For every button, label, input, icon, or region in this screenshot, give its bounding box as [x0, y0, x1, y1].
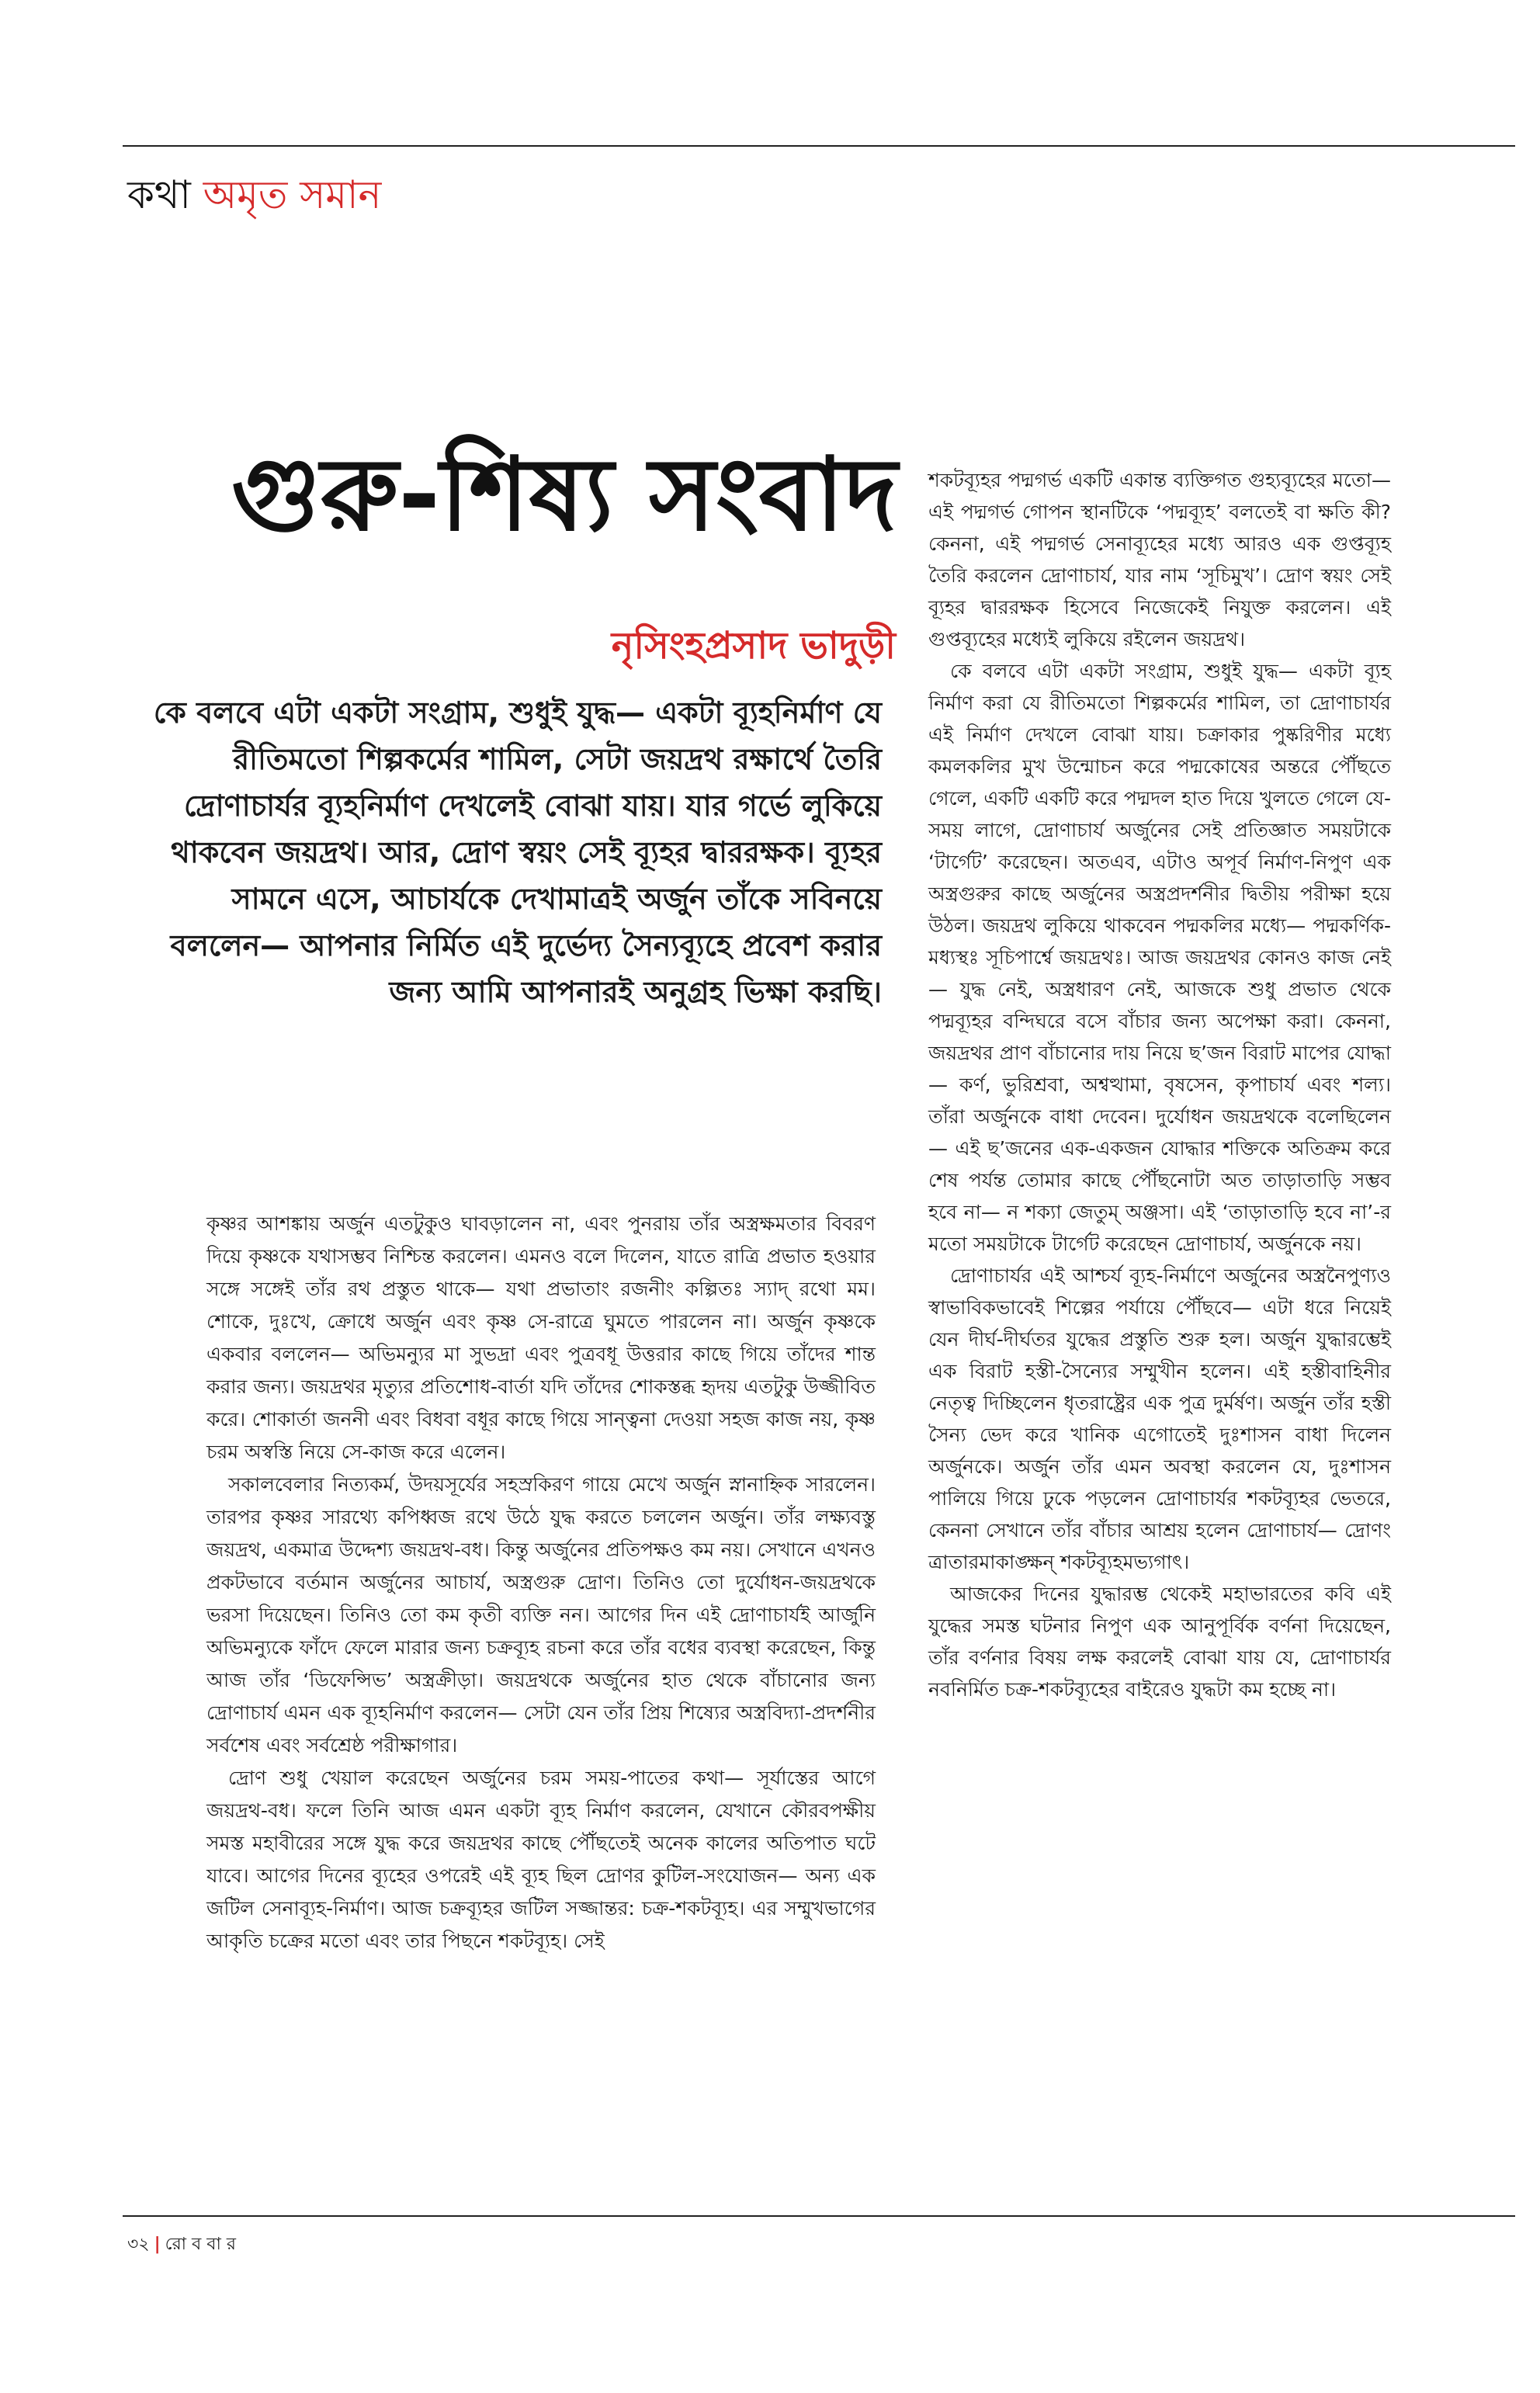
paragraph: সকালবেলার নিত্যকর্ম, উদয়সূর্যের সহস্রকিরণ গায়ে মেখে অর্জুন স্নানাহ্নিক সারলেন। তারপর কৃষ্ণর সারথ্যে কপিধ্বজ রথে উঠে যুদ্ধ করতে চললেন অর্জুন। তাঁর লক্ষ্যবস্তু জয়দ্রথ, একমাত্র উদ্দেশ্য জয়দ্রথ-বধ। কিন্তু অর্জুনের প্রতিপক্ষও কম নয়। সেখানে এখনও প্রকটভাবে বর্তমান অর্জুনের আচার্য, অস্ত্রগুরু দ্রোণ। তিনিও তো দুর্যোধন-জয়দ্রথকে ভরসা দিয়েছেন। তিনিও তো কম কৃতী ব্যক্তি নন। আগের দিন এই দ্রোণাচার্যই আর্জুনি অভিমন্যুকে ফাঁদে ফেলে মারার জন্য চক্রব্যূহ রচনা করে তাঁর বধের ব্যবস্থা করেছেন, কিন্তু আজ তাঁর ‘ডিফেন্সিভ’ অস্ত্রক্রীড়া। জয়দ্রথকে অর্জুনের হাত থেকে বাঁচানোর জন্য দ্রোণাচার্য এমন এক ব্যূহনির্মাণ করলেন— সেটা যেন তাঁর প্রিয় শিষ্যের অস্ত্রবিদ্যা-প্রদর্শনীর সর্বশেষ এবং সর্বশ্রেষ্ঠ পরীক্ষাগার।	[206, 1473, 876, 1757]
footer-separator: |	[154, 2235, 161, 2254]
paragraph: কৃষ্ণর আশঙ্কায় অর্জুন এতটুকুও ঘাবড়ালেন না, এবং পুনরায় তাঁর অস্ত্রক্ষমতার বিবরণ দিয়ে কৃষ্ণকে যথাসম্ভব নিশ্চিন্ত করলেন। এমনও বলে দিলেন, যাতে রাত্রি প্রভাত হওয়ার সঙ্গে সঙ্গেই তাঁর রথ প্রস্তুত থাকে— যথা প্রভাতাং রজনীং কল্পিতঃ স্যাদ্ রথো মম। শোকে, দুঃখে, ক্রোধে অর্জুন এবং কৃষ্ণ সে-রাত্রে ঘুমতে পারলেন না। অর্জুন কৃষ্ণকে একবার বললেন— অভিমন্যুর মা সুভদ্রা এবং পুত্রবধূ উত্তরার কাছে গিয়ে তাঁদের শান্ত করার জন্য। জয়দ্রথর মৃত্যুর প্রতিশোধ-বার্তা যদি তাঁদের শোকস্তব্ধ হৃদয় এতটুকু উজ্জীবিত করে। শোকার্তা জননী এবং বিধবা বধূর কাছে গিয়ে সান্ত্বনা দেওয়া সহজ কাজ নয়, কৃষ্ণ চরম অস্বস্তি নিয়ে সে-কাজ করে এলেন।	[206, 1212, 876, 1463]
bottom-rule	[123, 2215, 1515, 2217]
article-author: নৃসিংহপ্রসাদ ভাদুড়ী	[611, 624, 896, 668]
section-heading-word2: অমৃত সমান	[203, 172, 382, 217]
paragraph: দ্রোণাচার্যর এই আশ্চর্য ব্যূহ-নির্মাণে অর্জুনের অস্ত্রনৈপুণ্যও স্বাভাবিকভাবেই শিল্পের পর্যায়ে পৌঁছবে— এটা ধরে নিয়েই যেন দীর্ঘ-দীর্ঘতর যুদ্ধের প্রস্তুতি শুরু হল। অর্জুন যুদ্ধারম্ভেই এক বিরাট হস্তী-সৈন্যের সম্মুখীন হলেন। এই হস্তীবাহিনীর নেতৃত্ব দিচ্ছিলেন ধৃতরাষ্ট্রের এক পুত্র দুর্মর্ষণ। অর্জুন তাঁর হস্তী সৈন্য ভেদ করে খানিক এগোতেই দুঃশাসন বাধা দিলেন অর্জুনকে। অর্জুন তাঁর এমন অবস্থা করলেন যে, দুঃশাসন পালিয়ে গিয়ে ঢুকে পড়লেন দ্রোণাচার্যর শকটব্যূহর ভেতরে, কেননা সেখানে তাঁর বাঁচার আশ্রয় হলেন দ্রোণাচার্য— দ্রোণং ত্রাতারমাকাঙ্ক্ষন্ শকটব্যূহমভ্যগাৎ।	[928, 1264, 1391, 1573]
paragraph: কে বলবে এটা একটা সংগ্রাম, শুধুই যুদ্ধ— একটা ব্যূহ নির্মাণ করা যে রীতিমতো শিল্পকর্মের শামিল, তা দ্রোণাচার্যর এই নির্মাণ দেখলে বোঝা যায়। চক্রাকার পুষ্করিণীর মধ্যে কমলকলির মুখ উন্মোচন করে পদ্মকোষের অন্তরে পৌঁছতে গেলে, একটি একটি করে পদ্মদল হাত দিয়ে খুলতে গেলে যে-সময় লাগে, দ্রোণাচার্য অর্জুনের সেই প্রতিজ্ঞাত সময়টাকে ‘টার্গেট’ করেছেন। অতএব, এটাও অপূর্ব নির্মাণ-নিপুণ এক অস্ত্রগুরুর কাছে অর্জুনের অস্ত্রপ্রদর্শনীর দ্বিতীয় পরীক্ষা হয়ে উঠল। জয়দ্রথ লুকিয়ে থাকবেন পদ্মকলির মধ্যে— পদ্মকর্ণিক-মধ্যস্থঃ সূচিপার্শ্বে জয়দ্রথঃ। আজ জয়দ্রথর কোনও কাজ নেই— যুদ্ধ নেই, অস্ত্রধারণ নেই, আজকে শুধু প্রভাত থেকে পদ্মব্যূহর বন্দিঘরে বসে বাঁচার জন্য অপেক্ষা করা। কেননা, জয়দ্রথর প্রাণ বাঁচানোর দায় নিয়ে ছ’জন বিরাট মাপের যোদ্ধা— কর্ণ, ভুরিশ্রবা, অশ্বত্থামা, বৃষসেন, কৃপাচার্য এবং শল্য। তাঁরা অর্জুনকে বাধা দেবেন। দুর্যোধন জয়দ্রথকে বলেছিলেন— এই ছ’জনের এক-একজন যোদ্ধার শক্তিকে অতিক্রম করে শেষ পর্যন্ত তোমার কাছে পৌঁছনোটা অত তাড়াতাড়ি সম্ভব হবে না— ন শক্যা জেতুম্ অঞ্জসা। এই ‘তাড়াতাড়ি হবে না’-র মতো সময়টাকে টার্গেট করেছেন দ্রোণাচার্য, অর্জুনকে নয়।	[928, 660, 1391, 1255]
article-title: গুরু-শিষ্য সংবাদ	[231, 435, 897, 553]
article-lede: কে বলবে এটা একটা সংগ্রাম, শুধুই যুদ্ধ— একটা ব্যূহনির্মাণ যে রীতিমতো শিল্পকর্মের শামিল, সেটা জয়দ্রথ রক্ষার্থে তৈরি দ্রোণাচার্যর ব্যূহনির্মাণ দেখলেই বোঝা যায়। যার গর্ভে লুকিয়ে থাকবেন জয়দ্রথ। আর, দ্রোণ স্বয়ং সেই ব্যূহর দ্বাররক্ষক। ব্যূহর সামনে এসে, আচার্যকে দেখামাত্রই অর্জুন তাঁকে সবিনয়ে বললেন— আপনার নির্মিত এই দুর্ভেদ্য সৈন্যব্যূহে প্রবেশ করার জন্য আমি আপনারই অনুগ্রহ ভিক্ষা করছি।	[153, 695, 882, 1009]
page-number: ৩২	[127, 2235, 150, 2254]
top-rule	[123, 145, 1515, 147]
paragraph: আজকের দিনের যুদ্ধারম্ভ থেকেই মহাভারতের কবি এই যুদ্ধের সমস্ত ঘটনার নিপুণ এক আনুপূর্বিক বর্ণনা দিয়েছেন, তাঁর বর্ণনার বিষয় লক্ষ করলেই বোঝা যায় যে, দ্রোণাচার্যর নবনির্মিত চক্র-শকটব্যূহের বাইরেও যুদ্ধটা কম হচ্ছে না।	[928, 1583, 1391, 1701]
page-footer	[127, 2231, 236, 2259]
section-heading-word1: কথা	[127, 172, 191, 217]
magazine-name: রো ব বা র	[165, 2235, 237, 2254]
paragraph: দ্রোণ শুধু খেয়াল করেছেন অর্জুনের চরম সময়-পাতের কথা— সূর্যাস্তের আগে জয়দ্রথ-বধ। ফলে তিনি আজ এমন একটা ব্যূহ নির্মাণ করলেন, যেখানে কৌরবপক্ষীয় সমস্ত মহাবীরের সঙ্গে যুদ্ধ করে জয়দ্রথর কাছে পৌঁছতেই অনেক কালের অতিপাত ঘটে যাবে। আগের দিনের ব্যূহের ওপরেই এই ব্যূহ ছিল দ্রোণর কুটিল-সংযোজন— অন্য এক জটিল সেনাব্যূহ-নির্মাণ। আজ চক্রব্যূহর জটিল সজ্জান্তর: চক্র-শকটব্যূহ। এর সম্মুখভাগের আকৃতি চক্রের মতো এবং তার পিছনে শকটব্যূহ। সেই	[206, 1767, 876, 1952]
paragraph: শকটব্যূহর পদ্মগর্ভ একটি একান্ত ব্যক্তিগত গুহ্যব্যূহের মতো— এই পদ্মগর্ভ গোপন স্থানটিকে ‘পদ্মব্যূহ’ বলতেই বা ক্ষতি কী? কেননা, এই পদ্মগর্ভ সেনাব্যূহের মধ্যে আরও এক গুপ্তব্যূহ তৈরি করলেন দ্রোণাচার্য, যার নাম ‘সূচিমুখ’। দ্রোণ স্বয়ং সেই ব্যূহর দ্বাররক্ষক হিসেবে নিজেকেই নিযুক্ত করলেন। এই গুপ্তব্যূহের মধ্যেই লুকিয়ে রইলেন জয়দ্রথ।	[928, 469, 1391, 650]
right-column	[928, 464, 1391, 1705]
section-heading	[127, 166, 381, 231]
left-column	[206, 1208, 876, 1958]
